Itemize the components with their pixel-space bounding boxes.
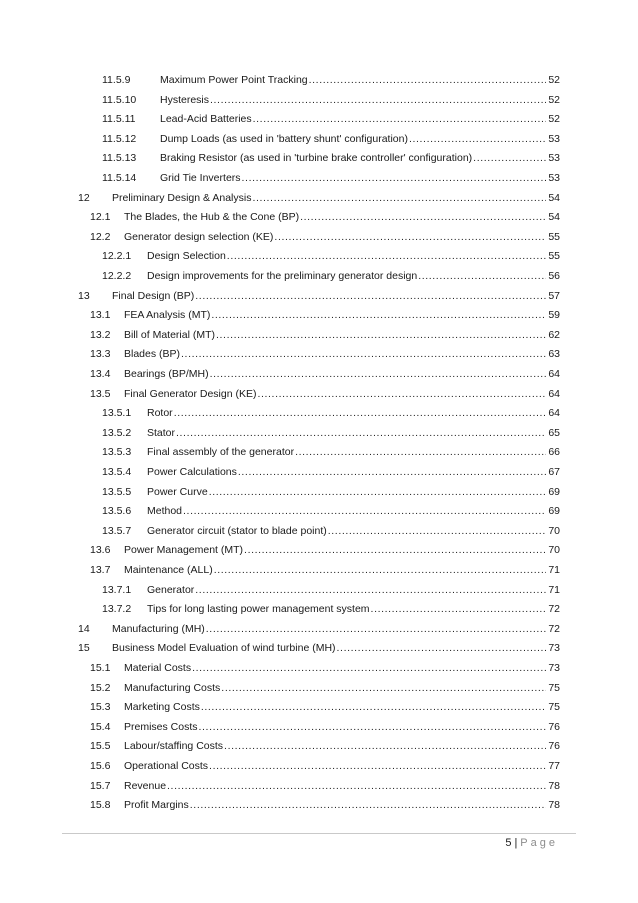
toc-entry-page[interactable]: 59: [548, 309, 560, 322]
toc-entry-number: 13.1: [90, 309, 111, 322]
toc-entry[interactable]: [0, 638, 638, 658]
toc-dot-leader: [337, 638, 546, 658]
toc-entry-title[interactable]: FEA Analysis (MT): [124, 309, 211, 322]
toc-entry[interactable]: [0, 403, 638, 423]
toc-dot-leader: [253, 109, 546, 129]
toc-entry-title[interactable]: The Blades, the Hub & the Cone (BP): [124, 211, 300, 224]
toc-entry-title[interactable]: Power Management (MT): [124, 544, 244, 557]
toc-entry[interactable]: [0, 717, 638, 737]
toc-entry-page[interactable]: 76: [548, 720, 560, 733]
footer-rule: [62, 833, 576, 834]
toc-entry-number: 13.5: [90, 387, 111, 400]
toc-entry-number: 13.5.2: [102, 426, 132, 439]
toc-entry-title[interactable]: Manufacturing Costs: [124, 681, 221, 694]
toc-entry[interactable]: [0, 364, 638, 384]
toc-entry-title[interactable]: Final Generator Design (KE): [124, 387, 257, 400]
toc-entry-number: 13.5.4: [102, 466, 132, 478]
toc-entry-title[interactable]: Rotor: [147, 407, 173, 420]
toc-entry-title[interactable]: Preliminary Design & Analysis: [112, 191, 252, 204]
toc-entry-page[interactable]: 56: [548, 270, 560, 282]
toc-entry-title[interactable]: Stator: [147, 426, 176, 439]
toc-dot-leader: [224, 736, 546, 756]
toc-entry-number: 12.2: [90, 230, 111, 243]
toc-entry-number: 15.2: [90, 681, 111, 694]
toc-entry[interactable]: [0, 560, 638, 580]
toc-entry-number: 15.5: [90, 740, 111, 753]
toc-entry-page[interactable]: 65: [548, 426, 560, 439]
footer-separator: |: [514, 837, 518, 849]
toc-entry[interactable]: [0, 736, 638, 756]
toc-entry-title[interactable]: Power Curve: [147, 485, 208, 498]
toc-dot-leader: [201, 697, 546, 717]
toc-entry-page[interactable]: 71: [548, 583, 560, 596]
toc-entry-title[interactable]: Final Design (BP): [112, 289, 195, 302]
toc-entry-page[interactable]: 75: [548, 701, 560, 714]
toc-entry[interactable]: [0, 580, 638, 600]
toc-entry[interactable]: [0, 168, 638, 188]
toc-entry-title[interactable]: Generator circuit (stator to blade point): [147, 524, 327, 537]
toc-entry-number: 13.7.2: [102, 603, 132, 616]
toc-dot-leader: [274, 227, 546, 247]
toc-entry-page[interactable]: 53: [548, 132, 560, 145]
toc-entry[interactable]: [0, 227, 638, 247]
toc-entry-page[interactable]: 73: [548, 642, 560, 655]
toc-entry[interactable]: [0, 207, 638, 227]
toc-dot-leader: [242, 168, 546, 188]
toc-entry-title[interactable]: Manufacturing (MH): [112, 622, 205, 635]
toc-dot-leader: [192, 658, 546, 678]
toc-dot-leader: [257, 384, 546, 404]
toc-entry-number: 15.1: [90, 662, 111, 674]
toc-entry-number: 13.5.3: [102, 446, 132, 459]
toc-dot-leader: [244, 540, 546, 560]
toc-entry[interactable]: [0, 599, 638, 619]
toc-entry-number: 15.8: [90, 799, 111, 812]
toc-dot-leader: [473, 148, 546, 168]
toc-entry-number: 11.5.13: [102, 152, 137, 165]
toc-dot-leader: [216, 325, 546, 345]
toc-dot-leader: [409, 129, 546, 149]
footer-page-number: 5: [505, 837, 512, 849]
toc-dot-leader: [190, 795, 546, 815]
toc-entry[interactable]: [0, 325, 638, 345]
toc-entry-title[interactable]: Bill of Material (MT): [124, 328, 216, 341]
toc-entry-title[interactable]: Material Costs: [124, 662, 192, 674]
toc-entry[interactable]: [0, 521, 638, 541]
toc-entry[interactable]: [0, 697, 638, 717]
toc-entry[interactable]: [0, 266, 638, 286]
toc-dot-leader: [238, 462, 546, 482]
toc-entry-page[interactable]: 69: [548, 485, 560, 498]
toc-entry-title[interactable]: Revenue: [124, 779, 167, 792]
toc-entry-number: 13.5.6: [102, 505, 132, 518]
toc-entry-number: 15.4: [90, 720, 111, 733]
toc-entry[interactable]: [0, 482, 638, 502]
toc-dot-leader: [309, 70, 546, 90]
toc-entry-page[interactable]: 52: [548, 113, 560, 126]
toc-entry-number: 11.5.14: [102, 172, 137, 184]
toc-entry[interactable]: [0, 129, 638, 149]
toc-dot-leader: [206, 619, 546, 639]
toc-entry-number: 11.5.10: [102, 93, 137, 106]
toc-entry[interactable]: [0, 462, 638, 482]
toc-entry-page[interactable]: 69: [548, 505, 560, 518]
toc-entry[interactable]: [0, 148, 638, 168]
toc-entry-title[interactable]: Premises Costs: [124, 720, 198, 733]
toc-entry-title[interactable]: Labour/staffing Costs: [124, 740, 224, 753]
toc-entry-title[interactable]: Grid Tie Inverters: [160, 172, 241, 184]
toc-entry-title[interactable]: Maintenance (ALL): [124, 564, 213, 576]
toc-entry[interactable]: [0, 540, 638, 560]
toc-entry[interactable]: [0, 658, 638, 678]
toc-entry-number: 12.2.2: [102, 270, 132, 282]
toc-entry-number: 15.3: [90, 701, 111, 714]
toc-entry-number: 13.7.1: [102, 583, 132, 596]
toc-entry-number: 11.5.9: [102, 74, 131, 86]
toc-entry-page[interactable]: 53: [548, 152, 560, 165]
toc-entry-page[interactable]: 53: [548, 172, 560, 184]
toc-entry-number: 15: [78, 642, 90, 655]
toc-dot-leader: [183, 501, 546, 521]
toc-dot-leader: [214, 560, 546, 580]
toc-dot-leader: [174, 403, 546, 423]
toc-dot-leader: [167, 776, 546, 796]
toc-entry[interactable]: [0, 90, 638, 110]
toc-entry-title[interactable]: Design Selection: [147, 250, 226, 263]
toc-entry[interactable]: [0, 619, 638, 639]
toc-entry-title[interactable]: Maximum Power Point Tracking: [160, 74, 308, 86]
toc-dot-leader: [300, 207, 546, 227]
toc-entry-number: 14: [78, 622, 90, 635]
toc-entry-page[interactable]: 52: [548, 74, 560, 86]
toc-entry-title[interactable]: Generator design selection (KE): [124, 230, 274, 243]
toc-entry-page[interactable]: 57: [548, 289, 560, 302]
toc-entry-title[interactable]: Braking Resistor (as used in 'turbine brake controller' configuration): [160, 152, 473, 165]
toc-entry-title[interactable]: Design improvements for the preliminary generator design: [147, 270, 418, 282]
toc-entry-number: 13.2: [90, 328, 111, 341]
toc-entry[interactable]: [0, 344, 638, 364]
footer-page-label: Page: [520, 837, 558, 849]
toc-entry-page[interactable]: 52: [548, 93, 560, 106]
toc-entry-title[interactable]: Business Model Evaluation of wind turbine (MH): [112, 642, 336, 655]
toc-entry-page[interactable]: 64: [548, 368, 560, 380]
toc-entry-page[interactable]: 55: [548, 250, 560, 263]
toc-entry-title[interactable]: Lead-Acid Batteries: [160, 113, 252, 126]
toc-dot-leader: [221, 678, 546, 698]
toc-dot-leader: [209, 482, 546, 502]
toc-dot-leader: [209, 756, 546, 776]
toc-entry[interactable]: [0, 442, 638, 462]
toc-entry[interactable]: [0, 756, 638, 776]
toc-entry-page[interactable]: 78: [548, 779, 560, 792]
toc-dot-leader: [227, 246, 546, 266]
toc-entry-title[interactable]: Hysteresis: [160, 93, 210, 106]
toc-entry-title[interactable]: Final assembly of the generator: [147, 446, 295, 459]
toc-entry-page[interactable]: 72: [548, 603, 560, 616]
toc-entry-page[interactable]: 77: [548, 760, 560, 772]
toc-entry-number: 13.7: [90, 564, 111, 576]
toc-entry-page[interactable]: 75: [548, 681, 560, 694]
toc-entry[interactable]: [0, 109, 638, 129]
toc-entry-title[interactable]: Bearings (BP/MH): [124, 368, 209, 380]
toc-entry-page[interactable]: 54: [548, 211, 560, 224]
toc-dot-leader: [252, 188, 546, 208]
toc-entry-page[interactable]: 66: [548, 446, 560, 459]
toc-entry-page[interactable]: 64: [548, 387, 560, 400]
toc-entry-number: 13.6: [90, 544, 111, 557]
toc-dot-leader: [176, 423, 546, 443]
toc-entry[interactable]: [0, 188, 638, 208]
toc-entry[interactable]: [0, 384, 638, 404]
toc-entry[interactable]: [0, 501, 638, 521]
toc-entry[interactable]: [0, 286, 638, 306]
toc-entry-page[interactable]: 63: [548, 348, 560, 361]
toc-entry-page[interactable]: 70: [548, 524, 560, 537]
toc-entry-title[interactable]: Generator: [147, 583, 195, 596]
toc-dot-leader: [181, 344, 546, 364]
toc-entry[interactable]: [0, 423, 638, 443]
toc-entry-title[interactable]: Tips for long lasting power management system: [147, 603, 370, 616]
toc-dot-leader: [195, 286, 546, 306]
toc-entry[interactable]: [0, 70, 638, 90]
toc-dot-leader: [210, 90, 546, 110]
toc-entry-number: 13.4: [90, 368, 111, 380]
toc-entry-number: 12.1: [90, 211, 111, 224]
toc-entry-number: 13.5.5: [102, 485, 132, 498]
toc-entry-page[interactable]: 73: [548, 662, 560, 674]
toc-dot-leader: [418, 266, 546, 286]
toc-entry-number: 15.7: [90, 779, 111, 792]
toc-entry-title[interactable]: Profit Margins: [124, 799, 189, 812]
toc-dot-leader: [195, 580, 546, 600]
toc-entry-title[interactable]: Operational Costs: [124, 760, 209, 772]
toc-entry-number: 12.2.1: [102, 250, 132, 263]
toc-entry-number: 13.5.1: [102, 407, 132, 420]
toc-entry-number: 15.6: [90, 760, 111, 772]
toc-entry-number: 11.5.11: [102, 113, 136, 126]
toc-dot-leader: [328, 521, 546, 541]
toc-entry-page[interactable]: 55: [548, 230, 560, 243]
toc-entry-title[interactable]: Method: [147, 505, 183, 518]
toc-entry-number: 11.5.12: [102, 132, 137, 145]
toc-dot-leader: [210, 364, 546, 384]
toc-entry-page[interactable]: 67: [548, 466, 560, 478]
toc-entry-title[interactable]: Blades (BP): [124, 348, 181, 361]
toc-entry-page[interactable]: 76: [548, 740, 560, 753]
toc-dot-leader: [211, 305, 546, 325]
toc-entry-page[interactable]: 70: [548, 544, 560, 557]
toc-entry-number: 13.5.7: [102, 524, 132, 537]
toc-dot-leader: [295, 442, 546, 462]
toc-entry-title[interactable]: Power Calculations: [147, 466, 237, 478]
toc-entry[interactable]: [0, 776, 638, 796]
toc-entry-page[interactable]: 72: [548, 622, 560, 635]
toc-entry-title[interactable]: Dump Loads (as used in 'battery shunt' configuration): [160, 132, 408, 145]
toc-entry-page[interactable]: 71: [548, 564, 560, 576]
toc-dot-leader: [199, 717, 546, 737]
toc-entry[interactable]: [0, 678, 638, 698]
toc-entry[interactable]: [0, 246, 638, 266]
toc-entry[interactable]: [0, 795, 638, 815]
toc-entry[interactable]: [0, 305, 638, 325]
toc-entry-number: 13.3: [90, 348, 111, 361]
page-footer: [505, 837, 558, 849]
toc-entry-page[interactable]: 64: [548, 407, 560, 420]
toc-entry-page[interactable]: 54: [548, 191, 560, 204]
toc-dot-leader: [371, 599, 546, 619]
toc-entry-number: 12: [78, 191, 90, 204]
toc-entry-page[interactable]: 62: [548, 328, 560, 341]
toc-entry-page[interactable]: 78: [548, 799, 560, 812]
toc-entry-number: 13: [78, 289, 90, 302]
toc-entry-title[interactable]: Marketing Costs: [124, 701, 200, 714]
